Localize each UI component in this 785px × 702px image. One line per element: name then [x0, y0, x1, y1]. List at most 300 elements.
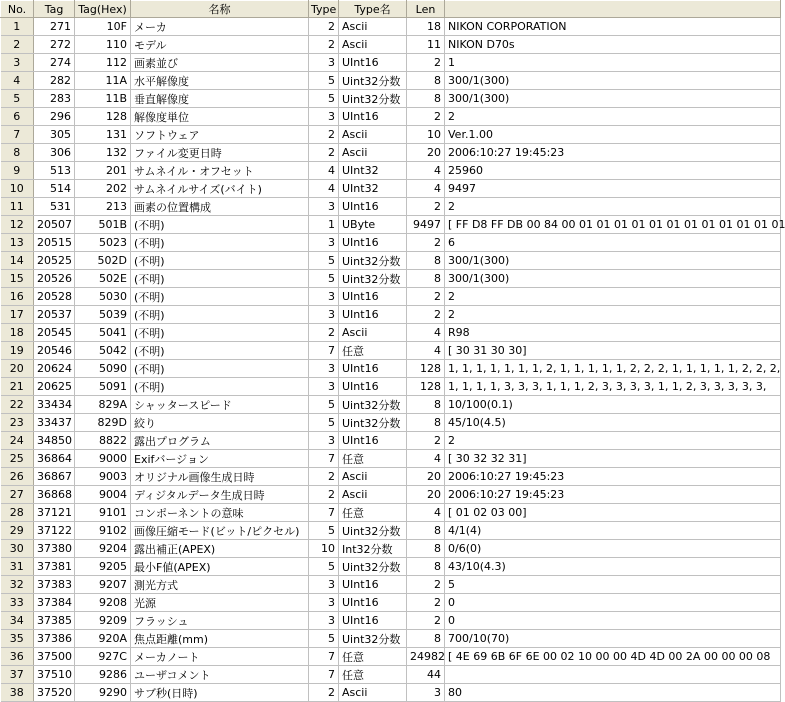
- len-cell: 9497: [407, 216, 445, 234]
- table-row[interactable]: [1, 540, 781, 558]
- tag-cell: 514: [34, 180, 75, 198]
- tag-hex-cell: 9205: [75, 558, 131, 576]
- name-cell: ディジタルデータ生成日時: [131, 486, 309, 504]
- table-row[interactable]: [1, 630, 781, 648]
- type-cell: 4: [309, 180, 339, 198]
- table-row[interactable]: [1, 126, 781, 144]
- table-row[interactable]: [1, 648, 781, 666]
- column-header-type[interactable]: Type: [309, 1, 339, 18]
- len-cell: 8: [407, 414, 445, 432]
- tag-cell: 20526: [34, 270, 75, 288]
- table-row[interactable]: [1, 108, 781, 126]
- name-cell: 画素の位置構成: [131, 198, 309, 216]
- row-number: 25: [1, 450, 34, 468]
- value-cell: 6: [445, 234, 781, 252]
- value-cell: 2: [445, 306, 781, 324]
- row-number: 7: [1, 126, 34, 144]
- tag-cell: 305: [34, 126, 75, 144]
- type-cell: 3: [309, 54, 339, 72]
- value-cell: [ FF D8 FF DB 00 84 00 01 01 01 01 01 01 01 01 01 01 01 01: [445, 216, 781, 234]
- tag-hex-cell: 131: [75, 126, 131, 144]
- tag-hex-cell: 8822: [75, 432, 131, 450]
- name-cell: 露出補正(APEX): [131, 540, 309, 558]
- name-cell: メーカ: [131, 18, 309, 36]
- row-number: 6: [1, 108, 34, 126]
- row-number: 19: [1, 342, 34, 360]
- name-cell: (不明): [131, 360, 309, 378]
- tag-hex-cell: 9102: [75, 522, 131, 540]
- type-name-cell: UInt16: [339, 306, 407, 324]
- table-row[interactable]: [1, 252, 781, 270]
- value-cell: NIKON D70s: [445, 36, 781, 54]
- value-cell: 2: [445, 432, 781, 450]
- type-cell: 5: [309, 522, 339, 540]
- table-row[interactable]: [1, 72, 781, 90]
- type-name-cell: UInt16: [339, 54, 407, 72]
- tag-hex-cell: 9003: [75, 468, 131, 486]
- row-number: 35: [1, 630, 34, 648]
- name-cell: サムネイルサイズ(バイト): [131, 180, 309, 198]
- row-number: 9: [1, 162, 34, 180]
- value-cell: 0: [445, 594, 781, 612]
- type-name-cell: 任意: [339, 648, 407, 666]
- row-number: 14: [1, 252, 34, 270]
- type-name-cell: UInt16: [339, 378, 407, 396]
- value-cell: R98: [445, 324, 781, 342]
- column-header-tag[interactable]: Tag: [34, 1, 75, 18]
- tag-cell: 20545: [34, 324, 75, 342]
- tag-cell: 274: [34, 54, 75, 72]
- name-cell: (不明): [131, 234, 309, 252]
- row-number: 8: [1, 144, 34, 162]
- type-name-cell: UInt32: [339, 180, 407, 198]
- table-row[interactable]: [1, 450, 781, 468]
- type-cell: 5: [309, 630, 339, 648]
- tag-hex-cell: 128: [75, 108, 131, 126]
- type-cell: 5: [309, 270, 339, 288]
- table-row[interactable]: [1, 198, 781, 216]
- type-cell: 3: [309, 306, 339, 324]
- type-cell: 7: [309, 504, 339, 522]
- tag-hex-cell: 9000: [75, 450, 131, 468]
- tag-hex-cell: 202: [75, 180, 131, 198]
- type-name-cell: Uint32分数: [339, 90, 407, 108]
- type-cell: 3: [309, 594, 339, 612]
- tag-cell: 37121: [34, 504, 75, 522]
- table-row[interactable]: [1, 162, 781, 180]
- tag-hex-cell: 829A: [75, 396, 131, 414]
- row-number: 20: [1, 360, 34, 378]
- len-cell: 10: [407, 126, 445, 144]
- table-row[interactable]: [1, 684, 781, 702]
- type-name-cell: Ascii: [339, 684, 407, 702]
- tag-hex-cell: 9290: [75, 684, 131, 702]
- row-number: 12: [1, 216, 34, 234]
- table-row[interactable]: [1, 342, 781, 360]
- table-row[interactable]: [1, 576, 781, 594]
- table-row[interactable]: [1, 414, 781, 432]
- type-cell: 2: [309, 468, 339, 486]
- type-cell: 2: [309, 18, 339, 36]
- name-cell: 画像圧縮モード(ビット/ピクセル): [131, 522, 309, 540]
- column-header-tag-hex[interactable]: Tag(Hex): [75, 1, 131, 18]
- tag-cell: 37385: [34, 612, 75, 630]
- type-cell: 2: [309, 684, 339, 702]
- type-name-cell: Ascii: [339, 36, 407, 54]
- table-row[interactable]: [1, 666, 781, 684]
- value-cell: [ 4E 69 6B 6F 6E 00 02 10 00 00 4D 4D 00 2A 00 00 00 08: [445, 648, 781, 666]
- table-row[interactable]: [1, 90, 781, 108]
- table-row[interactable]: [1, 144, 781, 162]
- value-cell: 2006:10:27 19:45:23: [445, 468, 781, 486]
- table-row[interactable]: [1, 504, 781, 522]
- row-number: 22: [1, 396, 34, 414]
- tag-hex-cell: 213: [75, 198, 131, 216]
- tag-hex-cell: 5091: [75, 378, 131, 396]
- type-cell: 2: [309, 486, 339, 504]
- table-row[interactable]: [1, 18, 781, 36]
- row-number: 16: [1, 288, 34, 306]
- value-cell: NIKON CORPORATION: [445, 18, 781, 36]
- len-cell: 2: [407, 576, 445, 594]
- tag-hex-cell: 501B: [75, 216, 131, 234]
- tag-hex-cell: 11A: [75, 72, 131, 90]
- len-cell: 8: [407, 396, 445, 414]
- len-cell: 2: [407, 594, 445, 612]
- type-cell: 5: [309, 90, 339, 108]
- type-cell: 10: [309, 540, 339, 558]
- type-name-cell: UInt16: [339, 594, 407, 612]
- len-cell: 20: [407, 486, 445, 504]
- type-name-cell: Uint32分数: [339, 252, 407, 270]
- table-row[interactable]: [1, 594, 781, 612]
- name-cell: 解像度単位: [131, 108, 309, 126]
- name-cell: サムネイル・オフセット: [131, 162, 309, 180]
- len-cell: 8: [407, 270, 445, 288]
- type-cell: 3: [309, 432, 339, 450]
- type-name-cell: UInt16: [339, 360, 407, 378]
- tag-cell: 37510: [34, 666, 75, 684]
- name-cell: 絞り: [131, 414, 309, 432]
- type-name-cell: UInt16: [339, 108, 407, 126]
- type-name-cell: UByte: [339, 216, 407, 234]
- value-cell: 300/1(300): [445, 90, 781, 108]
- table-row[interactable]: [1, 324, 781, 342]
- tag-cell: 531: [34, 198, 75, 216]
- name-cell: (不明): [131, 378, 309, 396]
- name-cell: 水平解像度: [131, 72, 309, 90]
- len-cell: 4: [407, 162, 445, 180]
- type-name-cell: UInt16: [339, 576, 407, 594]
- name-cell: (不明): [131, 270, 309, 288]
- table-row[interactable]: [1, 288, 781, 306]
- row-number: 32: [1, 576, 34, 594]
- type-name-cell: 任意: [339, 666, 407, 684]
- tag-cell: 37500: [34, 648, 75, 666]
- type-cell: 1: [309, 216, 339, 234]
- column-header-type-name[interactable]: Type名: [339, 1, 407, 18]
- tag-hex-cell: 9208: [75, 594, 131, 612]
- len-cell: 2: [407, 612, 445, 630]
- tag-hex-cell: 9204: [75, 540, 131, 558]
- table-row[interactable]: [1, 234, 781, 252]
- table-row[interactable]: [1, 180, 781, 198]
- name-cell: ソフトウェア: [131, 126, 309, 144]
- tag-hex-cell: 5030: [75, 288, 131, 306]
- tag-cell: 20528: [34, 288, 75, 306]
- tag-hex-cell: 9286: [75, 666, 131, 684]
- len-cell: 2: [407, 198, 445, 216]
- type-name-cell: Ascii: [339, 144, 407, 162]
- name-cell: 画素並び: [131, 54, 309, 72]
- column-header-len[interactable]: Len: [407, 1, 445, 18]
- tag-hex-cell: 502D: [75, 252, 131, 270]
- name-cell: 垂直解像度: [131, 90, 309, 108]
- row-number: 1: [1, 18, 34, 36]
- tag-hex-cell: 5042: [75, 342, 131, 360]
- table-row[interactable]: [1, 558, 781, 576]
- tag-cell: 36867: [34, 468, 75, 486]
- type-name-cell: UInt16: [339, 288, 407, 306]
- value-cell: 2006:10:27 19:45:23: [445, 144, 781, 162]
- type-cell: 3: [309, 360, 339, 378]
- type-cell: 2: [309, 144, 339, 162]
- value-cell: 2006:10:27 19:45:23: [445, 486, 781, 504]
- type-name-cell: Ascii: [339, 468, 407, 486]
- tag-hex-cell: 9004: [75, 486, 131, 504]
- name-cell: (不明): [131, 306, 309, 324]
- value-cell: 0: [445, 612, 781, 630]
- type-cell: 3: [309, 288, 339, 306]
- table-row[interactable]: [1, 270, 781, 288]
- table-row[interactable]: [1, 216, 781, 234]
- type-name-cell: Uint32分数: [339, 270, 407, 288]
- len-cell: 2: [407, 432, 445, 450]
- type-cell: 7: [309, 666, 339, 684]
- value-cell: 80: [445, 684, 781, 702]
- name-cell: 光源: [131, 594, 309, 612]
- tag-hex-cell: 927C: [75, 648, 131, 666]
- table-row[interactable]: [1, 396, 781, 414]
- len-cell: 8: [407, 540, 445, 558]
- name-cell: ユーザコメント: [131, 666, 309, 684]
- table-row[interactable]: [1, 612, 781, 630]
- type-cell: 5: [309, 252, 339, 270]
- len-cell: 8: [407, 252, 445, 270]
- tag-cell: 283: [34, 90, 75, 108]
- tag-cell: 20515: [34, 234, 75, 252]
- value-cell: 5: [445, 576, 781, 594]
- row-number: 3: [1, 54, 34, 72]
- value-cell: [ 30 32 32 31]: [445, 450, 781, 468]
- name-cell: コンポーネントの意味: [131, 504, 309, 522]
- tag-hex-cell: 9101: [75, 504, 131, 522]
- value-cell: 1, 1, 1, 1, 1, 1, 1, 2, 1, 1, 1, 1, 1, 2, 2, 2, 1, 1, 1, 1, 1, 2, 2, 2,: [445, 360, 781, 378]
- tag-cell: 37122: [34, 522, 75, 540]
- tag-hex-cell: 9207: [75, 576, 131, 594]
- type-cell: 2: [309, 36, 339, 54]
- name-cell: 露出プログラム: [131, 432, 309, 450]
- len-cell: 2: [407, 108, 445, 126]
- table-row[interactable]: [1, 522, 781, 540]
- row-number: 24: [1, 432, 34, 450]
- tag-hex-cell: 5090: [75, 360, 131, 378]
- tag-cell: 20525: [34, 252, 75, 270]
- name-cell: メーカノート: [131, 648, 309, 666]
- len-cell: 4: [407, 180, 445, 198]
- tag-hex-cell: 201: [75, 162, 131, 180]
- type-name-cell: UInt16: [339, 432, 407, 450]
- tag-cell: 33437: [34, 414, 75, 432]
- value-cell: 1, 1, 1, 1, 3, 3, 3, 1, 1, 1, 2, 3, 3, 3, 3, 1, 1, 2, 3, 3, 3, 3, 3,: [445, 378, 781, 396]
- value-cell: [ 01 02 03 00]: [445, 504, 781, 522]
- name-cell: ファイル変更日時: [131, 144, 309, 162]
- value-cell: Ver.1.00: [445, 126, 781, 144]
- tag-cell: 20507: [34, 216, 75, 234]
- value-cell: 700/10(70): [445, 630, 781, 648]
- tag-hex-cell: 5041: [75, 324, 131, 342]
- value-cell: 300/1(300): [445, 72, 781, 90]
- tag-cell: 37386: [34, 630, 75, 648]
- type-cell: 3: [309, 108, 339, 126]
- tag-hex-cell: 110: [75, 36, 131, 54]
- len-cell: 2: [407, 288, 445, 306]
- len-cell: 44: [407, 666, 445, 684]
- row-number: 27: [1, 486, 34, 504]
- value-cell: 2: [445, 198, 781, 216]
- tag-hex-cell: 5023: [75, 234, 131, 252]
- row-number: 33: [1, 594, 34, 612]
- len-cell: 2: [407, 54, 445, 72]
- value-cell: 45/10(4.5): [445, 414, 781, 432]
- column-header-name[interactable]: 名称: [131, 1, 309, 18]
- value-cell: 300/1(300): [445, 270, 781, 288]
- len-cell: 11: [407, 36, 445, 54]
- type-name-cell: 任意: [339, 450, 407, 468]
- type-name-cell: UInt16: [339, 198, 407, 216]
- name-cell: 測光方式: [131, 576, 309, 594]
- column-header-value[interactable]: [445, 1, 781, 18]
- row-number: 10: [1, 180, 34, 198]
- type-cell: 3: [309, 576, 339, 594]
- len-cell: 3: [407, 684, 445, 702]
- name-cell: フラッシュ: [131, 612, 309, 630]
- type-name-cell: 任意: [339, 504, 407, 522]
- row-number: 5: [1, 90, 34, 108]
- name-cell: サブ秒(日時): [131, 684, 309, 702]
- tag-hex-cell: 10F: [75, 18, 131, 36]
- type-name-cell: Ascii: [339, 126, 407, 144]
- tag-hex-cell: 132: [75, 144, 131, 162]
- row-number: 28: [1, 504, 34, 522]
- value-cell: 4/1(4): [445, 522, 781, 540]
- table-row[interactable]: [1, 378, 781, 396]
- type-name-cell: UInt32: [339, 162, 407, 180]
- row-number: 4: [1, 72, 34, 90]
- table-row[interactable]: [1, 54, 781, 72]
- tag-cell: 37384: [34, 594, 75, 612]
- tag-hex-cell: 920A: [75, 630, 131, 648]
- tag-cell: 282: [34, 72, 75, 90]
- type-cell: 5: [309, 72, 339, 90]
- type-cell: 3: [309, 234, 339, 252]
- row-number: 17: [1, 306, 34, 324]
- row-number: 15: [1, 270, 34, 288]
- tag-hex-cell: 502E: [75, 270, 131, 288]
- table-row[interactable]: [1, 36, 781, 54]
- type-name-cell: Uint32分数: [339, 396, 407, 414]
- row-number: 26: [1, 468, 34, 486]
- type-cell: 7: [309, 450, 339, 468]
- type-cell: 5: [309, 414, 339, 432]
- type-name-cell: Int32分数: [339, 540, 407, 558]
- len-cell: 20: [407, 468, 445, 486]
- value-cell: 300/1(300): [445, 252, 781, 270]
- row-number: 31: [1, 558, 34, 576]
- type-cell: 4: [309, 162, 339, 180]
- tag-cell: 37381: [34, 558, 75, 576]
- column-header-no[interactable]: No.: [1, 1, 34, 18]
- tag-cell: 296: [34, 108, 75, 126]
- tag-cell: 36864: [34, 450, 75, 468]
- value-cell: [445, 666, 781, 684]
- tag-hex-cell: 112: [75, 54, 131, 72]
- len-cell: 24982: [407, 648, 445, 666]
- row-number: 36: [1, 648, 34, 666]
- len-cell: 2: [407, 306, 445, 324]
- value-cell: 10/100(0.1): [445, 396, 781, 414]
- table-row[interactable]: [1, 306, 781, 324]
- name-cell: モデル: [131, 36, 309, 54]
- tag-cell: 306: [34, 144, 75, 162]
- type-name-cell: Ascii: [339, 324, 407, 342]
- tag-cell: 37383: [34, 576, 75, 594]
- row-number: 11: [1, 198, 34, 216]
- value-cell: 9497: [445, 180, 781, 198]
- tag-cell: 272: [34, 36, 75, 54]
- row-number: 21: [1, 378, 34, 396]
- name-cell: 焦点距離(mm): [131, 630, 309, 648]
- type-name-cell: Uint32分数: [339, 558, 407, 576]
- type-name-cell: 任意: [339, 342, 407, 360]
- tag-cell: 20625: [34, 378, 75, 396]
- type-cell: 3: [309, 198, 339, 216]
- len-cell: 2: [407, 234, 445, 252]
- type-cell: 5: [309, 558, 339, 576]
- table-row[interactable]: [1, 486, 781, 504]
- row-number: 29: [1, 522, 34, 540]
- name-cell: 最小F値(APEX): [131, 558, 309, 576]
- tag-hex-cell: 11B: [75, 90, 131, 108]
- row-number: 18: [1, 324, 34, 342]
- type-name-cell: Uint32分数: [339, 630, 407, 648]
- type-name-cell: UInt16: [339, 234, 407, 252]
- table-row[interactable]: [1, 432, 781, 450]
- len-cell: 4: [407, 504, 445, 522]
- name-cell: シャッタースピード: [131, 396, 309, 414]
- type-cell: 7: [309, 342, 339, 360]
- value-cell: 25960: [445, 162, 781, 180]
- header-row: [1, 1, 781, 18]
- type-name-cell: UInt16: [339, 612, 407, 630]
- table-row[interactable]: [1, 360, 781, 378]
- type-name-cell: Uint32分数: [339, 72, 407, 90]
- len-cell: 8: [407, 72, 445, 90]
- table-row[interactable]: [1, 468, 781, 486]
- row-number: 23: [1, 414, 34, 432]
- len-cell: 8: [407, 630, 445, 648]
- tag-cell: 37520: [34, 684, 75, 702]
